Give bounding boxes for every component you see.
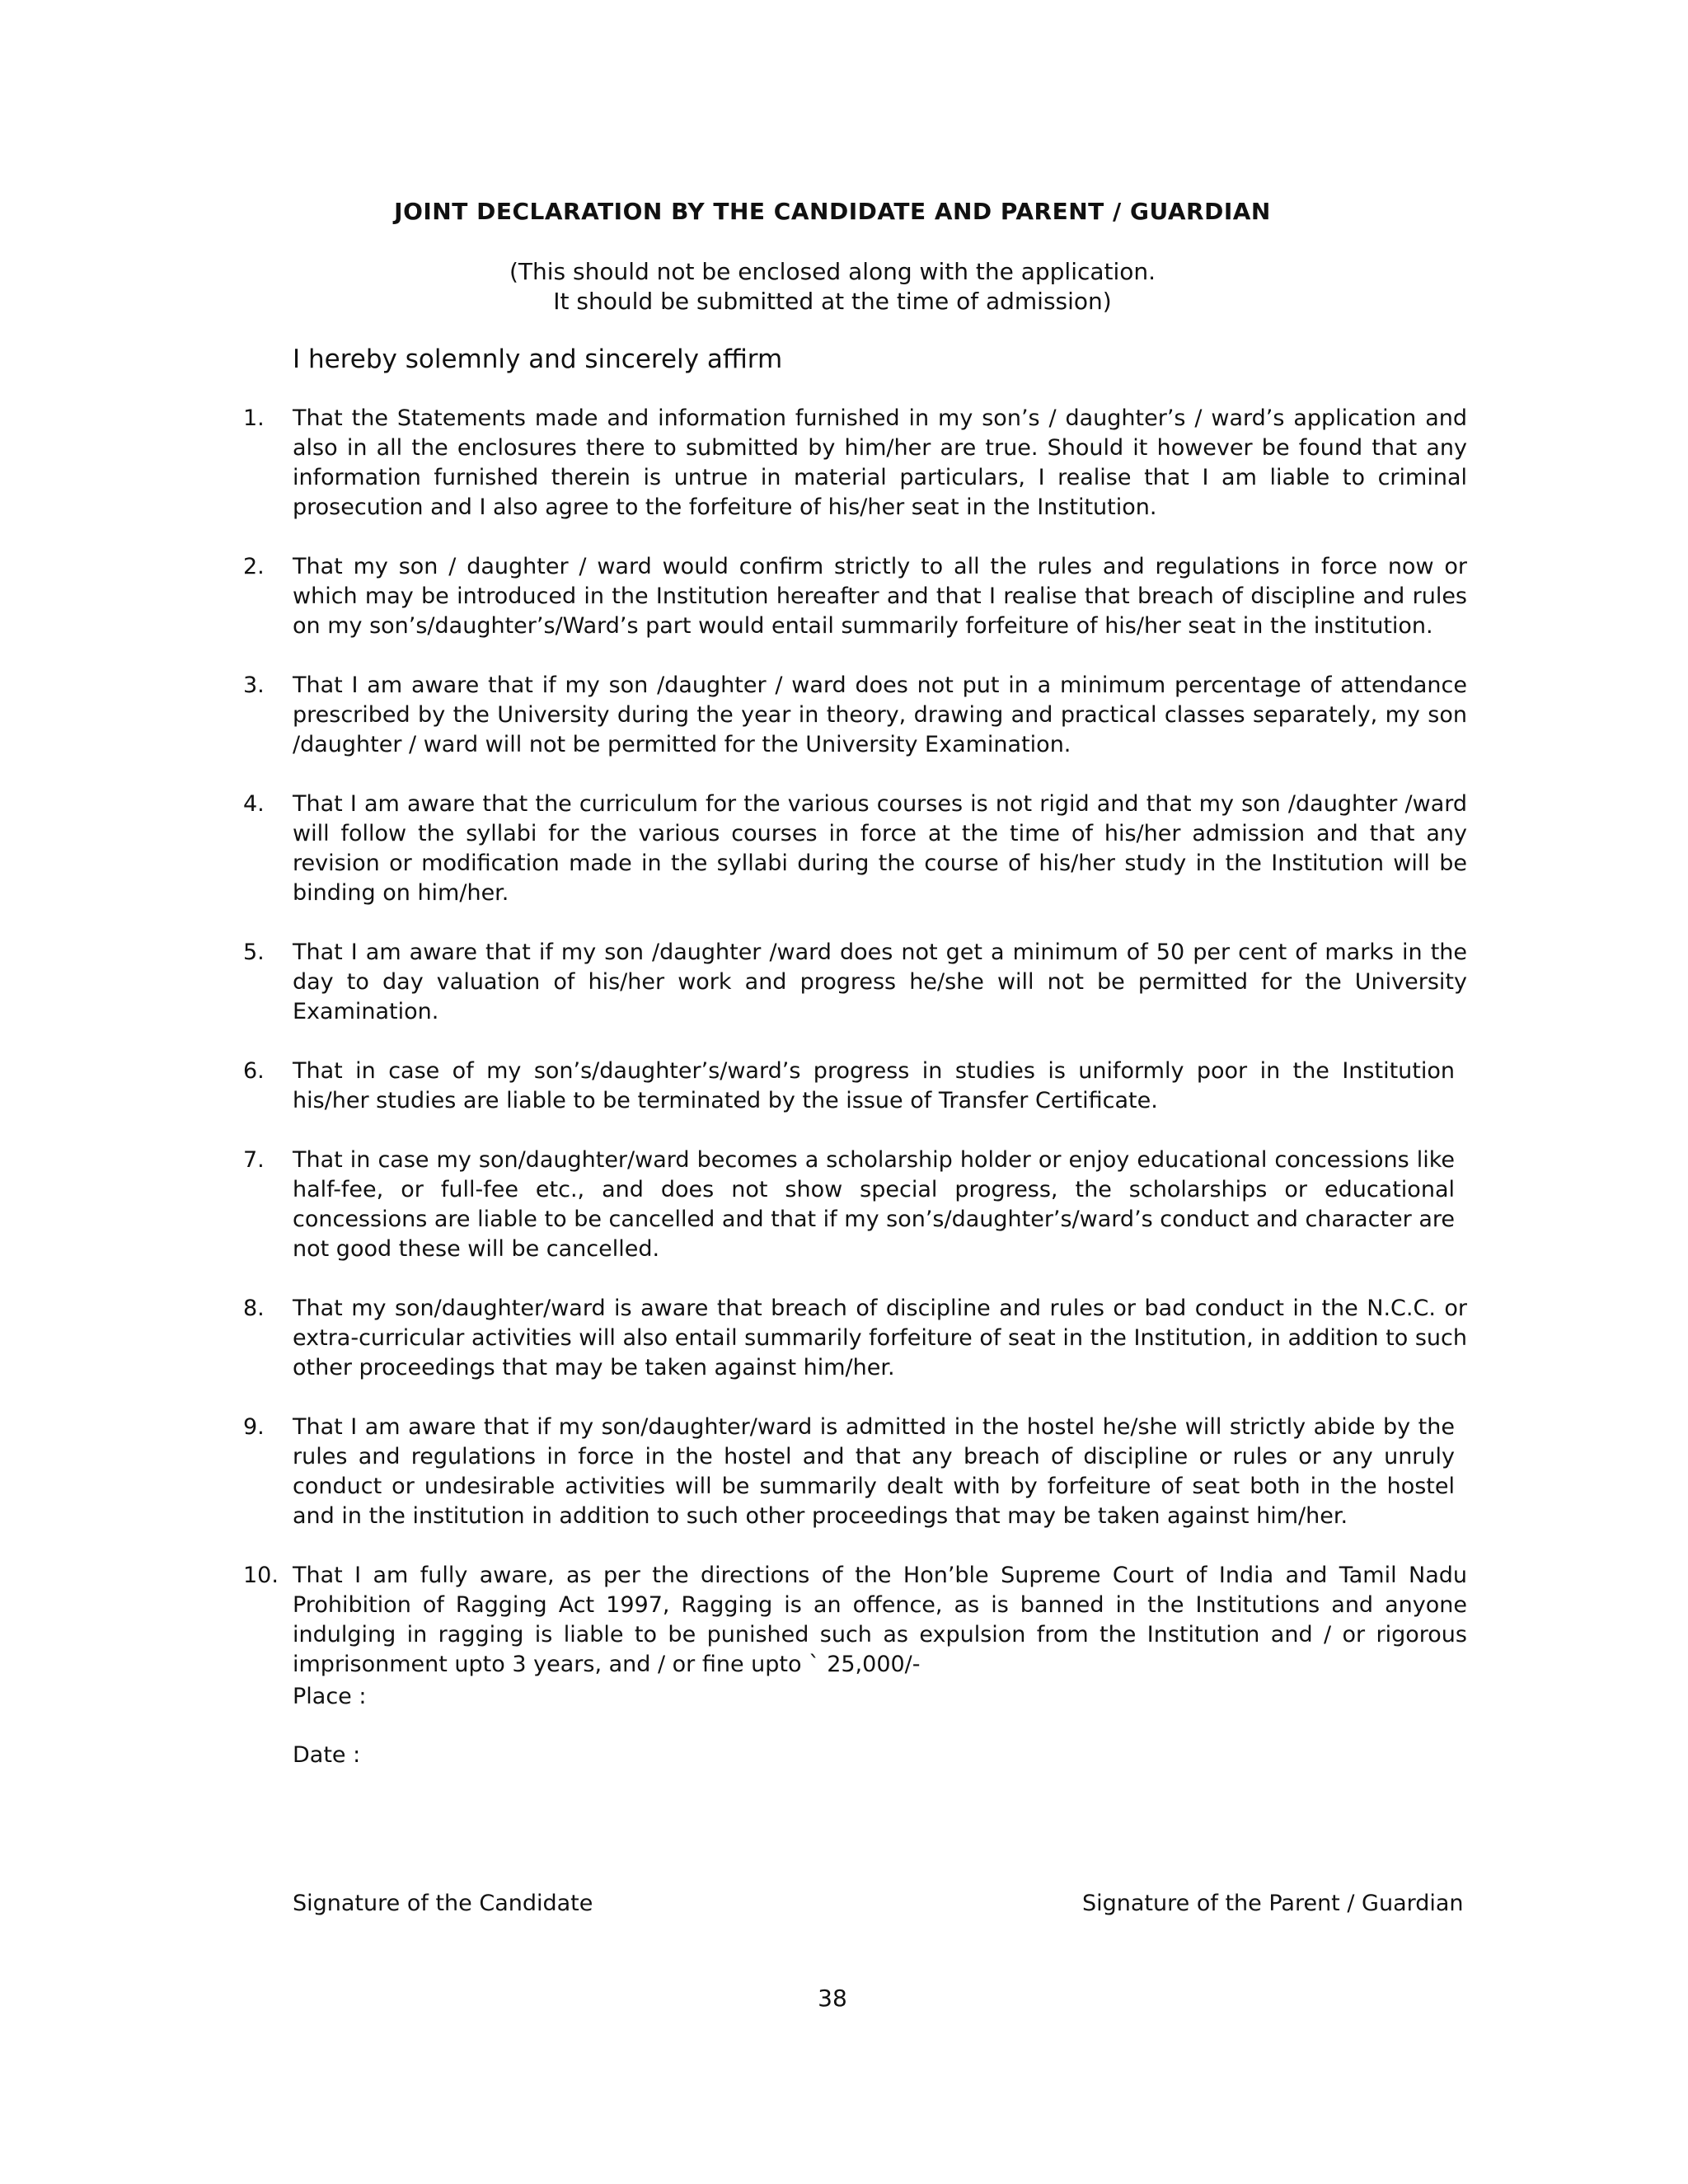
list-item xyxy=(243,1413,1455,1531)
affirmation-statement: I hereby solemnly and sincerely affirm xyxy=(293,344,783,374)
date-label: Date : xyxy=(293,1742,361,1768)
list-item xyxy=(243,938,1467,1027)
item-number: 2. xyxy=(243,554,265,579)
item-text: That my son / daughter / ward would confirm strictly to all the rules and regulations in force now or which may be introduced in the Institution hereafter and that I realise that breach of discipline and rules on my son’s/daughter’s/Ward’s part would entail summarily forfeiture of his/her seat in the institution. xyxy=(293,554,1467,639)
item-number: 9. xyxy=(243,1414,265,1440)
list-item xyxy=(243,790,1467,908)
item-text: That I am aware that if my son /daughter /ward does not get a minimum of 50 per cent of marks in the day to day valuation of his/her work and progress he/she will not be permitted for the University Examination. xyxy=(293,940,1467,1024)
item-number: 4. xyxy=(243,791,265,817)
subtitle-note xyxy=(0,257,1665,316)
list-item xyxy=(243,671,1467,760)
item-number: 3. xyxy=(243,673,265,698)
list-item xyxy=(243,404,1467,523)
item-number: 5. xyxy=(243,940,265,965)
item-text: That I am fully aware, as per the directions of the Hon’ble Supreme Court of India and Tamil Nadu Prohibition of Ragging Act 1997, Ragging is an offence, as is banned in the Institutions and anyone indulging in ragging is liable to be punished such as expulsion from the Institution and / or rigorous imprisonment upto 3 years, and / or fine upto ` 25,000/- xyxy=(293,1563,1467,1677)
signature-candidate-label: Signature of the Candidate xyxy=(293,1891,593,1916)
place-label: Place : xyxy=(293,1684,367,1709)
page-number: 38 xyxy=(818,1985,847,2012)
list-item xyxy=(243,1294,1467,1383)
list-item xyxy=(243,1561,1467,1680)
subtitle-line-2: It should be submitted at the time of admission) xyxy=(553,288,1112,315)
item-text: That my son/daughter/ward is aware that breach of discipline and rules or bad conduct in the N.C.C. or extra-curricular activities will also entail summarily forfeiture of seat in the Institution, in addition to such other proceedings that may be taken against him/her. xyxy=(293,1296,1467,1380)
item-text: That in case of my son’s/daughter’s/ward’s progress in studies is uniformly poor in the Institution his/her studies are liable to be terminated by the issue of Transfer Certificate. xyxy=(293,1058,1455,1113)
list-item xyxy=(243,1146,1455,1264)
declaration-list xyxy=(243,404,1467,1709)
item-number: 6. xyxy=(243,1058,265,1084)
item-number: 10. xyxy=(243,1563,279,1588)
item-text: That I am aware that if my son /daughter / ward does not put in a minimum percentage of attendance prescribed by the University during the year in theory, drawing and practical classes separately, my son /daughter / ward will not be permitted for the University Examination. xyxy=(293,673,1467,757)
list-item xyxy=(243,1057,1455,1116)
page-title: JOINT DECLARATION BY THE CANDIDATE AND PARENT / GUARDIAN xyxy=(394,198,1271,225)
item-text: That I am aware that if my son/daughter/ward is admitted in the hostel he/she will strictly abide by the rules and regulations in force in the hostel and that any breach of discipline or rules or any unruly conduct or undesirable activities will be summarily dealt with by forfeiture of seat both in the hostel and in the institution in addition to such other proceedings that may be taken against him/her. xyxy=(293,1414,1455,1529)
item-number: 8. xyxy=(243,1296,265,1321)
list-item xyxy=(243,552,1467,641)
item-number: 7. xyxy=(243,1147,265,1173)
item-text: That the Statements made and information furnished in my son’s / daughter’s / ward’s application and also in all the enclosures there to submitted by him/her are true. Should it however be found that any information furnished therein is untrue in material particulars, I realise that I am liable to criminal prosecution and I also agree to the forfeiture of his/her seat in the Institution. xyxy=(293,405,1467,520)
item-text: That I am aware that the curriculum for the various courses is not rigid and that my son /daughter /ward will follow the syllabi for the various courses in force at the time of his/her admission and that any revision or modification made in the syllabi during the course of his/her study in the Institution will be binding on him/her. xyxy=(293,791,1467,906)
item-number: 1. xyxy=(243,405,265,431)
subtitle-line-1: (This should not be enclosed along with the application. xyxy=(509,258,1156,285)
signature-parent-label: Signature of the Parent / Guardian xyxy=(1082,1891,1464,1916)
item-text: That in case my son/daughter/ward becomes a scholarship holder or enjoy educational concessions like half-fee, or full-fee etc., and does not show special progress, the scholarships or educational concessions are liable to be cancelled and that if my son’s/daughter’s/ward’s conduct and character are not good these will be cancelled. xyxy=(293,1147,1455,1262)
